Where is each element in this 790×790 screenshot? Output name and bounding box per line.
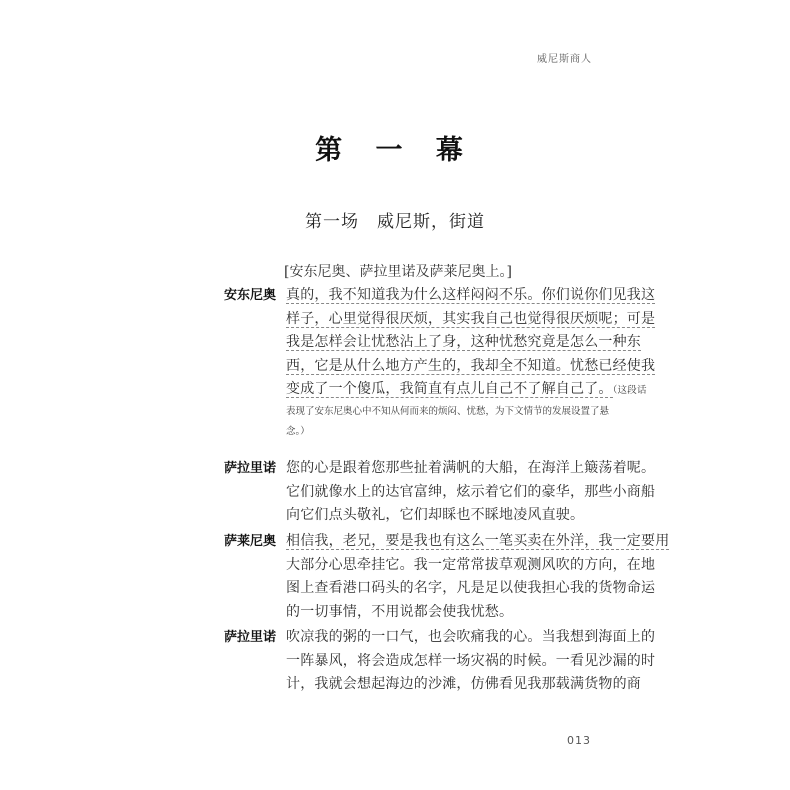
running-header: 威尼斯商人 <box>537 54 592 65</box>
speech-line: 西，它是从什么地方产生的，我却全不知道。忧愁已经使我 <box>286 357 656 374</box>
speech-line: 真的，我不知道我为什么这样闷闷不乐。你们说你们见我这 <box>286 287 656 303</box>
scene-title <box>0 207 790 232</box>
speech-line: 向它们点头敬礼，它们却睬也不睬地凌风直驶。 <box>286 507 585 523</box>
speaker-name: 萨莱尼奥 <box>224 534 277 549</box>
speech-line: 您的心是跟着您那些扯着满帆的大船，在海洋上簸荡着呢。 <box>286 460 656 476</box>
scene-number: 第一场 <box>305 212 359 232</box>
speech-line: 的一切事情，不用说都会使我忧愁。 <box>286 603 514 620</box>
speech-lines <box>286 530 670 624</box>
speech-line: 一阵暴风，将会造成怎样一场灾祸的时候。一看见沙漏的时 <box>286 652 656 669</box>
act-title: 第 一 幕 <box>315 135 475 166</box>
speech-line: 它们就像水上的达官富绅，炫示着它们的豪华，那些小商船 <box>286 483 656 500</box>
speech-lines <box>286 284 656 442</box>
speech-lines <box>286 626 656 697</box>
speech-line: 计，我就会想起海边的沙滩，仿佛看见我那载满货物的商 <box>286 676 641 692</box>
speech-lines <box>286 457 656 528</box>
speech-line: 变成了一个傻瓜，我简直有点儿自己不了解自己了。（这段话 <box>286 381 647 397</box>
speaker-name: 安东尼奥 <box>224 288 277 303</box>
speech-line: 样子，心里觉得很厌烦，其实我自己也觉得很厌烦呢；可是 <box>286 310 656 327</box>
speech-line: 相信我，老兄，要是我也有这么一笔买卖在外洋，我一定要用 <box>286 533 670 549</box>
speech-line: 吹凉我的粥的一口气，也会吹痛我的心。当我想到海面上的 <box>286 629 656 645</box>
stage-direction: [安东尼奥、萨拉里诺及萨莱尼奥上。] <box>284 264 512 280</box>
speaker-name: 萨拉里诺 <box>224 461 277 476</box>
speaker-name: 萨拉里诺 <box>224 630 277 645</box>
speech-line: 我是怎样会让忧愁沾上了身，这种忧愁究竟是怎么一种东 <box>286 334 641 350</box>
speech-line: 图上查看港口码头的名字，凡是足以使我担心我的货物命运 <box>286 580 656 596</box>
scene-location: 威尼斯，街道 <box>377 212 485 232</box>
speech-line: 大部分心思牵挂它。我一定常常拔草观测风吹的方向，在地 <box>286 556 656 573</box>
annotation-note: 念。） <box>286 425 310 437</box>
page-number: 013 <box>567 734 591 747</box>
annotation-note-start: （这段话 <box>612 385 647 396</box>
annotation-note: 表现了安东尼奥心中不知从何而来的烦闷、忧愁，为下文情节的发展设置了悬 <box>286 405 610 417</box>
